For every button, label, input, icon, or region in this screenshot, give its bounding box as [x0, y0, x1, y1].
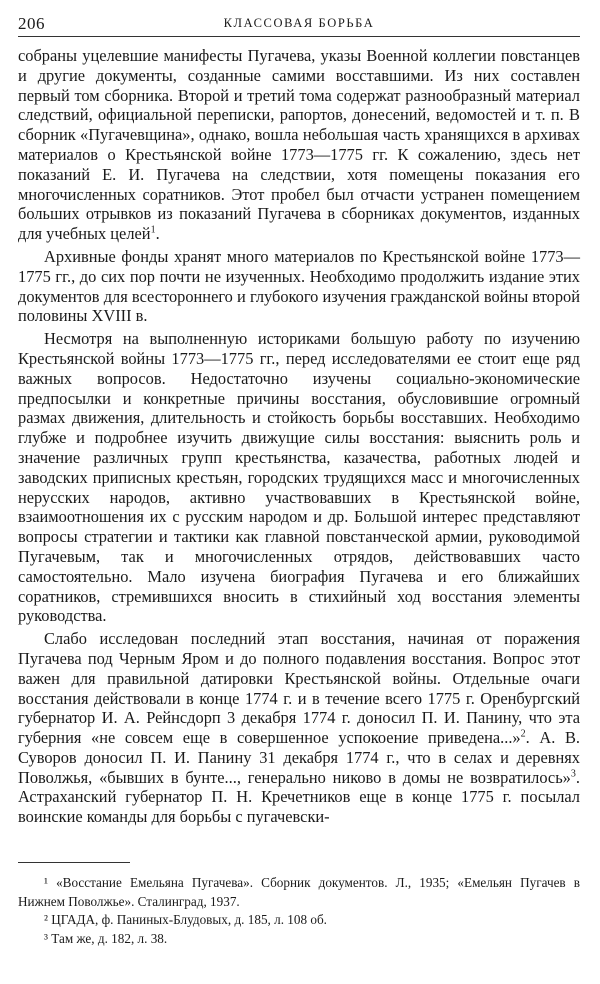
footnote-1: ¹ «Восстание Емельяна Пугачева». Сборник документов. Л., 1935; «Емельян Пугачев в Нижнем Поволжье». Сталинград, 1937.: [18, 875, 580, 909]
paragraph-4-text-a: Слабо исследован последний этап восстания, начиная от поражения Пугачева под Черным Яром и до полного подавления восстания. Вопрос этот важен для правильной датировки Крестьянской войны. Отдельные очаги восстания действовали в конце 1774 г. и в течение всего 1775 г. Оренбургский губернатор И. А. Рейнсдорп 3 декабря 1774 г. доносил П. И. Панину, что эта губерния «не совсем еще в совершенное успокоение приведена...»: [18, 629, 580, 748]
paragraph-1: собраны уцелевшие манифесты Пугачева, указы Военной коллегии повстанцев и другие документы, созданные самими восставшими. Из них составлен первый том сборника. Второй и третий тома содержат разнообразный материал следствий, официальной переписки, рапортов, донесений, ведомостей и т. п. В сборник «Пугачевщина», однако, вошла небольшая часть хранящихся в архивах материалов о Крестьянской войне 1773—1775 гг. К сожалению, здесь нет показаний Е. И. Пугачева на следствии, хотя помещены показания его многочисленных соратников. Этот пробел был отчасти устранен помещением больших отрывков из показаний Пугачева в сборниках документов, изданных для учебных целей$^1$.: [18, 46, 580, 244]
footnote-ref-2: 2: [520, 728, 526, 740]
footnote-rule: [18, 862, 130, 863]
paragraph-1-text: собраны уцелевшие манифесты Пугачева, указы Военной коллегии повстанцев и другие документы, созданные самими восставшими. Из них составлен первый том сборника. Второй и третий тома содержат разнообразный материал следствий, официальной переписки, рапортов, донесений, ведомостей и т. п. В сборник «Пугачевщина», однако, вошла небольшая часть хранящихся в архивах материалов о Крестьянской войне 1773—1775 гг. К сожалению, здесь нет показаний Е. И. Пугачева на следствии, хотя помещены показания его многочисленных соратников. Этот пробел был отчасти устранен помещением больших отрывков из показаний Пугачева в сборниках документов, изданных для учебных целей: [18, 46, 580, 244]
page-header: [18, 12, 580, 38]
paragraph-4-text-b: . А. В. Суворов доносил П. И. Панину 31 декабря 1774 г., что в селах и деревнях Поволжья, «бывших в бунте..., генерально никово в домы не возвратилось»: [18, 728, 580, 787]
header-rule: [18, 36, 580, 37]
paragraph-4-text-c: . Астраханский губернатор П. Н. Кречетников еще в конце 1775 г. посылал воинские команды для борьбы с пугачевски-: [18, 767, 580, 827]
running-title: КЛАССОВАЯ БОРЬБА: [223, 16, 375, 30]
page-number: 206: [18, 14, 45, 33]
body-text: [18, 46, 580, 830]
paragraph-3: Несмотря на выполненную историками большую работу по изучению Крестьянской войны 1773—1775 гг., перед исследователями ее стоит еще ряд важных вопросов. Недостаточно изучены социально-экономические предпосылки и конкретные причины восстания, обусловившие огромный размах движения, длительность и стойкость борьбы восставших. Необходимо глубже и подробнее изучить движущие силы восстания: выяснить роль и значение различных групп крестьянства, казачества, работных людей и заводских приписных крестьян, городских трудящихся масс и многочисленных нерусских народов, активно участвовавших в Крестьянской войне, взаимоотношения их с русским народом и др. Большой интерес представляют вопросы стратегии и тактики как главной повстанческой армии, руководимой Пугачевым, так и многочисленных отрядов, действовавших часто самостоятельно. Мало изучена биография Пугачева и его ближайших соратников, стремившихся вносить в стихийный ход восстания элементы руководства.: [18, 329, 580, 626]
footnote-3: ³ Там же, д. 182, л. 38.: [44, 930, 168, 946]
footnotes: [18, 874, 580, 948]
footnote-ref-3: 3: [570, 768, 576, 780]
footnote-ref-1: 1: [150, 224, 156, 236]
footnote-2: ² ЦГАДА, ф. Паниных-Блудовых, д. 185, л. 108 об.: [44, 912, 327, 928]
paragraph-4: [18, 629, 580, 827]
paragraph-2: Архивные фонды хранят много материалов по Крестьянской войне 1773—1775 гг., до сих пор почти не изученных. Необходимо продолжить издание этих документов для всестороннего и глубокого изучения гражданской войны второй половины XVIII в.: [18, 246, 580, 326]
